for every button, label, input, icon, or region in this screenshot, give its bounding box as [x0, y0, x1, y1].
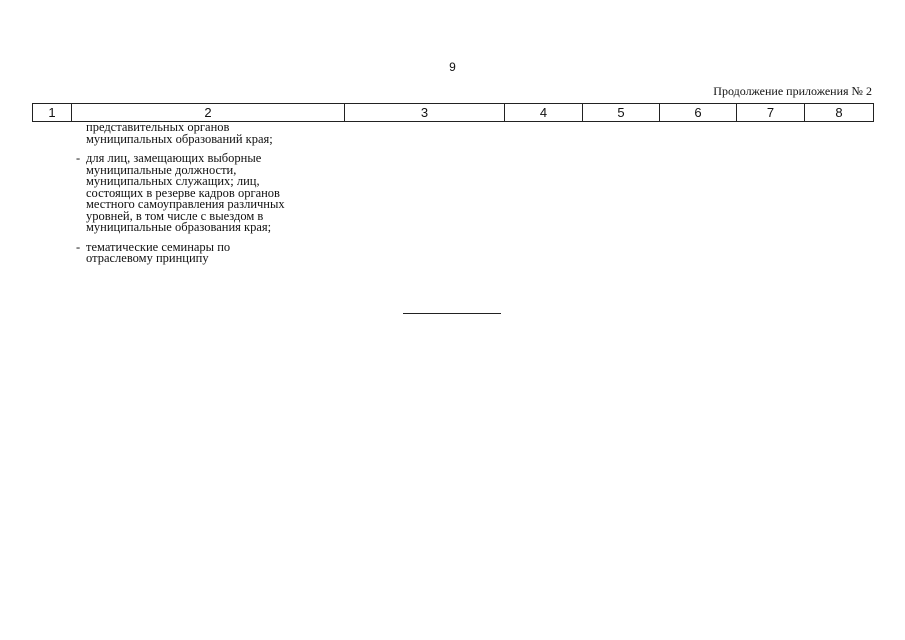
text-line: муниципальные образования края;	[86, 220, 272, 234]
text-line: муниципальных образований края;	[86, 131, 273, 146]
text-line: представительных органов	[86, 120, 230, 134]
text-line: тематические семинары по	[86, 239, 231, 254]
text-line: муниципальные должности,	[86, 162, 237, 177]
column-header-3: 3	[345, 104, 505, 122]
column-header-7: 7	[737, 104, 805, 122]
text-line: состоящих в резерве кадров органов	[86, 185, 280, 200]
column-header-2: 2	[72, 104, 345, 122]
column-header-8: 8	[805, 104, 874, 122]
continuation-text	[76, 122, 344, 145]
text-line: уровней, в том числе с выездом в	[86, 208, 264, 223]
list-dash: -	[76, 151, 81, 165]
text-line: отраслевому принципу	[86, 251, 209, 265]
list-item	[76, 239, 344, 265]
appendix-continuation-note: Продолжение приложения № 2	[713, 84, 872, 98]
column-header-5: 5	[583, 104, 660, 122]
column-header-1: 1	[33, 104, 72, 122]
column-header-4: 4	[505, 104, 583, 122]
text-line: муниципальных служащих; лиц,	[86, 174, 260, 188]
text-line: местного самоуправления различных	[86, 197, 285, 211]
text-line: для лиц, замещающих выборные	[86, 151, 262, 165]
list-item	[76, 153, 344, 234]
end-of-document-rule	[403, 313, 501, 314]
column-header-6: 6	[660, 104, 737, 122]
header-row	[33, 104, 874, 122]
page-number: 9	[449, 60, 456, 74]
list-dash: -	[76, 239, 81, 254]
column-2-text	[76, 122, 344, 265]
